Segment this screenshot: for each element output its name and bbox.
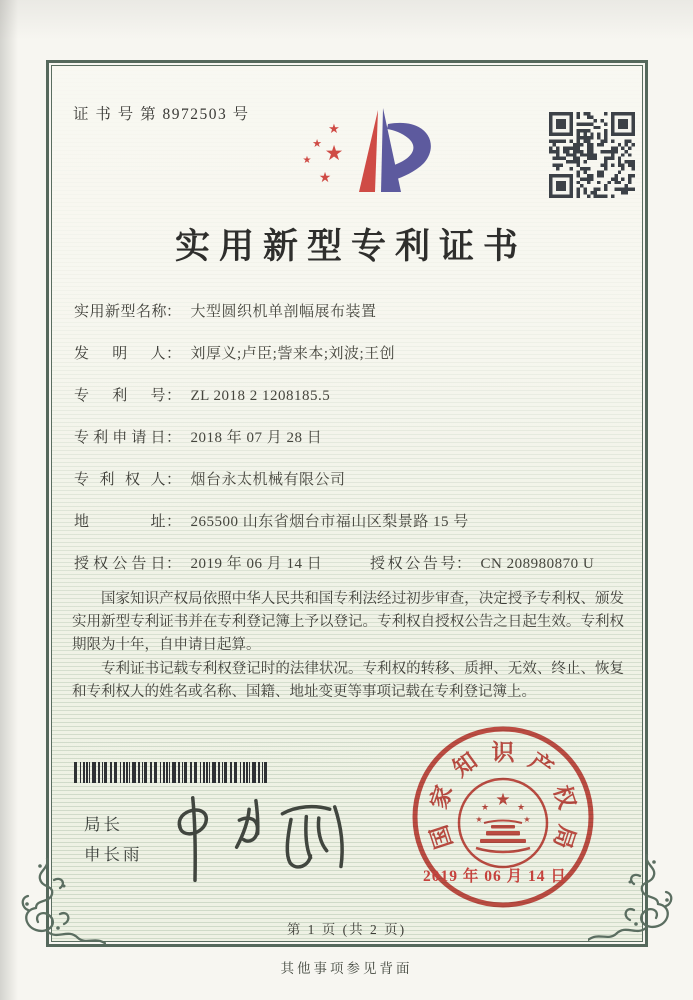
field-patent-number: 专利号： ZL 2018 2 1208185.5 [74,386,630,407]
field-value: CN 208980870 U [480,556,595,572]
barcode [74,762,270,783]
svg-text:★: ★ [480,803,490,813]
svg-text:★: ★ [495,790,511,810]
svg-text:★: ★ [475,815,483,824]
national-emblem-icon [459,779,547,867]
seal-char: 产 [524,747,558,782]
svg-text:★: ★ [318,170,332,186]
field-address: 地址： 265500 山东省烟台市福山区梨景路 15 号 [74,512,630,533]
field-value: 烟台永太机械有限公司 [190,472,346,488]
signer-title: 局长 [84,815,123,834]
certificate-title: 实用新型专利证书 [174,227,527,266]
field-label: 专利号 [74,388,166,404]
seal-char: 国 [426,822,458,852]
corner-flourish-icon [588,854,680,950]
cnipa-logo-icon [276,96,438,206]
field-patentee: 专利权人： 烟台永太机械有限公司 [74,470,630,491]
field-label: 授权公告号 [370,556,456,572]
handwritten-signature [148,788,378,886]
svg-text:★: ★ [312,137,322,150]
field-value: 大型圆织机单剖幅展布装置 [190,304,377,320]
field-value: 265500 山东省烟台市福山区梨景路 15 号 [190,514,469,530]
seal-date: 2019 年 06 月 14 日 [423,868,567,885]
field-label: 实用新型名称 [74,304,168,320]
qr-code [549,112,635,198]
field-grant-announcement: 授权公告日： 2019 年 06 月 14 日 授权公告号： CN 208980870 U [74,554,630,575]
legal-paragraph-2: 专利证书记载专利权登记时的法律状况。专利权的转移、质押、无效、终止、恢复和专利权人的姓名或名称、国籍、地址变更等事项记载在专利登记簿上。 [72,661,624,700]
svg-text:★: ★ [302,155,312,166]
svg-text:★: ★ [328,122,340,137]
page-number: 第 1 页 (共 2 页) [286,922,407,937]
field-label: 发明人 [74,346,166,362]
corner-flourish-icon [14,858,106,954]
field-value: ZL 2018 2 1208185.5 [190,388,331,404]
field-label: 地址 [74,514,166,530]
reverse-side-note: 其他事项参见背面 [280,961,413,976]
field-label: 授权公告日 [74,556,166,572]
field-grant-number: 授权公告号： CN 208980870 U [370,554,594,575]
signer-name: 申长雨 [84,845,143,864]
field-label: 专利权人 [74,472,166,488]
field-value: 2018 年 07 月 28 日 [190,430,323,446]
certificate-number: 证 书 号 第 8972503 号 [73,106,250,123]
svg-text:★: ★ [523,815,531,824]
seal-char: 识 [491,740,515,765]
legal-paragraph-1: 国家知识产权局依照中华人民共和国专利法经过初步审查，决定授予专利权、颁发实用新型专利证书并在专利登记簿上予以登记。专利权自授权公告之日起生效。专利权期限为十年，自申请日起算。 [72,591,624,653]
certificate-fields [74,302,630,596]
seal-char: 局 [548,822,580,852]
field-inventors: 发明人： 刘厚义;卢臣;訾来本;刘波;王创 [74,344,630,365]
field-label: 专利申请日 [74,430,166,446]
field-value: 刘厚义;卢臣;訾来本;刘波;王创 [190,346,396,362]
field-utility-model-name: 实用新型名称： 大型圆织机单剖幅展布装置 [74,302,630,323]
field-filing-date: 专利申请日： 2018 年 07 月 28 日 [74,428,630,449]
legal-text [72,588,624,705]
seal-char: 权 [548,782,580,812]
svg-text:★: ★ [516,803,526,813]
svg-text:★: ★ [324,141,344,165]
seal-char: 家 [426,782,458,812]
field-value: 2019 年 06 月 14 日 [190,556,323,572]
seal-char: 知 [448,747,482,782]
